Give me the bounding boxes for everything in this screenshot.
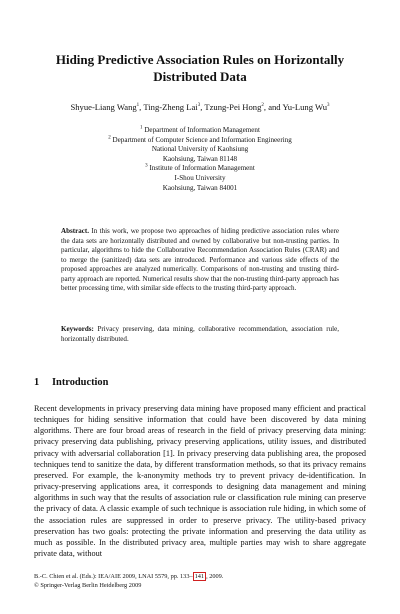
affil-text: I-Shou University bbox=[174, 173, 226, 182]
affil-text: Kaohsiung, Taiwan 84001 bbox=[162, 183, 238, 192]
affil-text: Department of Computer Science and Information Engineering bbox=[112, 135, 292, 144]
title-line-2: Distributed Data bbox=[153, 69, 247, 84]
affiliation-line bbox=[60, 145, 340, 155]
author-affil-mark: 2 bbox=[261, 103, 264, 109]
affiliation-block bbox=[60, 126, 340, 193]
copyright-line: © Springer-Verlag Berlin Heidelberg 2009 bbox=[34, 581, 142, 589]
abstract-text: In this work, we propose two approaches of hiding predictive association rules where the data sets are horizontally distributed and owned by collaborative but non-trusting parties. In particular, algorithms to hide the Collaborative Recommendation Association Rules (CRAR) and to merge the (sanitized) data sets are introduced. Performance and various side effects of the proposed approaches are analyzed numerically. Comparisons of non-trusting and trusting third-party approach are reported. Numerical results show that the non-trusting third-party approach has better processing time, with similar side effects to the trusting third-party approach. bbox=[61, 227, 339, 293]
affiliation-line bbox=[60, 136, 340, 146]
page-link[interactable]: 141 bbox=[194, 573, 205, 580]
affil-text: National University of Kaohsiung bbox=[151, 145, 249, 154]
affil-mark: 2 bbox=[108, 135, 111, 141]
keywords-label: Keywords: bbox=[61, 325, 94, 333]
author-name: Yu-Lung Wu bbox=[282, 102, 328, 112]
keywords-text: Privacy preserving, data mining, collaborative recommendation, association rule, horizontally distributed. bbox=[61, 325, 339, 343]
paper-title bbox=[40, 51, 360, 85]
section-number: 1 bbox=[34, 377, 40, 388]
affil-text: Kaohsiung, Taiwan 81148 bbox=[162, 154, 238, 163]
affiliation-line bbox=[60, 174, 340, 184]
author-name: Ting-Zheng Lai bbox=[143, 102, 198, 112]
affil-mark: 1 bbox=[140, 125, 143, 131]
affil-text: Department of Information Management bbox=[144, 126, 260, 134]
affiliation-line bbox=[60, 164, 340, 174]
author-name: Tzung-Pei Hong bbox=[204, 102, 262, 112]
citation-line bbox=[34, 572, 223, 582]
author-affil-mark: 1 bbox=[136, 103, 140, 109]
author-name: Shyue-Liang Wang bbox=[70, 102, 137, 112]
affiliation-line bbox=[60, 155, 340, 165]
author-list: Shyue-Liang Wang$^1$, Ting-Zheng Lai$^3$, Tzung-Pei Hong$^2$, and Yu-Lung Wu$^3$ bbox=[70, 102, 330, 112]
intro-paragraph: Recent developments in privacy preserving data mining have proposed many efficient and practical techniques for hiding sensitive information that could have been discovered by data mining algorithms. There are four broad areas of research in the field of privacy preserving data mining: privacy preserving data publishing, privacy preserving applications, utility issues, and distributed privacy with adversarial collaboration [1]. In privacy preserving data publishing area, the proposed techniques tend to sanitize the data, by different transformation methods, so that its privacy remains preserved. For example, the k-anonymity methods try to prevent privacy de-identification. In privacy-preserving applications area, it corresponds to designing data management and mining algorithms in such way that the results of association rule or classification rule mining can preserve the privacy of data. A classic example of such technique is association rule hiding, in which some of the association rules are suppressed in order to preserve privacy. The utility-based privacy preservation has two goals: protecting the private information and preserving the data utility as much as possible. In the distributed privacy area, multiple parties may wish to share aggregate private data, without bbox=[34, 404, 366, 559]
page-footer bbox=[34, 572, 223, 590]
section-title: Introduction bbox=[52, 377, 109, 388]
title-line-1: Hiding Predictive Association Rules on Horizontally bbox=[55, 52, 345, 67]
author-affil-mark: 3 bbox=[327, 103, 330, 109]
author-affil-mark: 3 bbox=[197, 103, 201, 109]
affiliation-line bbox=[60, 184, 340, 194]
citation-text: B.-C. Chien et al. (Eds.): IEA/AIE 2009, LNAI 5579, pp. 133– bbox=[34, 573, 193, 580]
abstract-label: Abstract. bbox=[61, 227, 89, 235]
section-heading bbox=[34, 376, 108, 389]
abstract bbox=[61, 227, 339, 294]
affiliation-line bbox=[60, 126, 340, 136]
affil-text: Institute of Information Management bbox=[149, 164, 255, 173]
citation-suffix: , 2009. bbox=[206, 573, 224, 580]
keywords bbox=[61, 325, 339, 344]
affil-mark: 3 bbox=[145, 164, 148, 170]
